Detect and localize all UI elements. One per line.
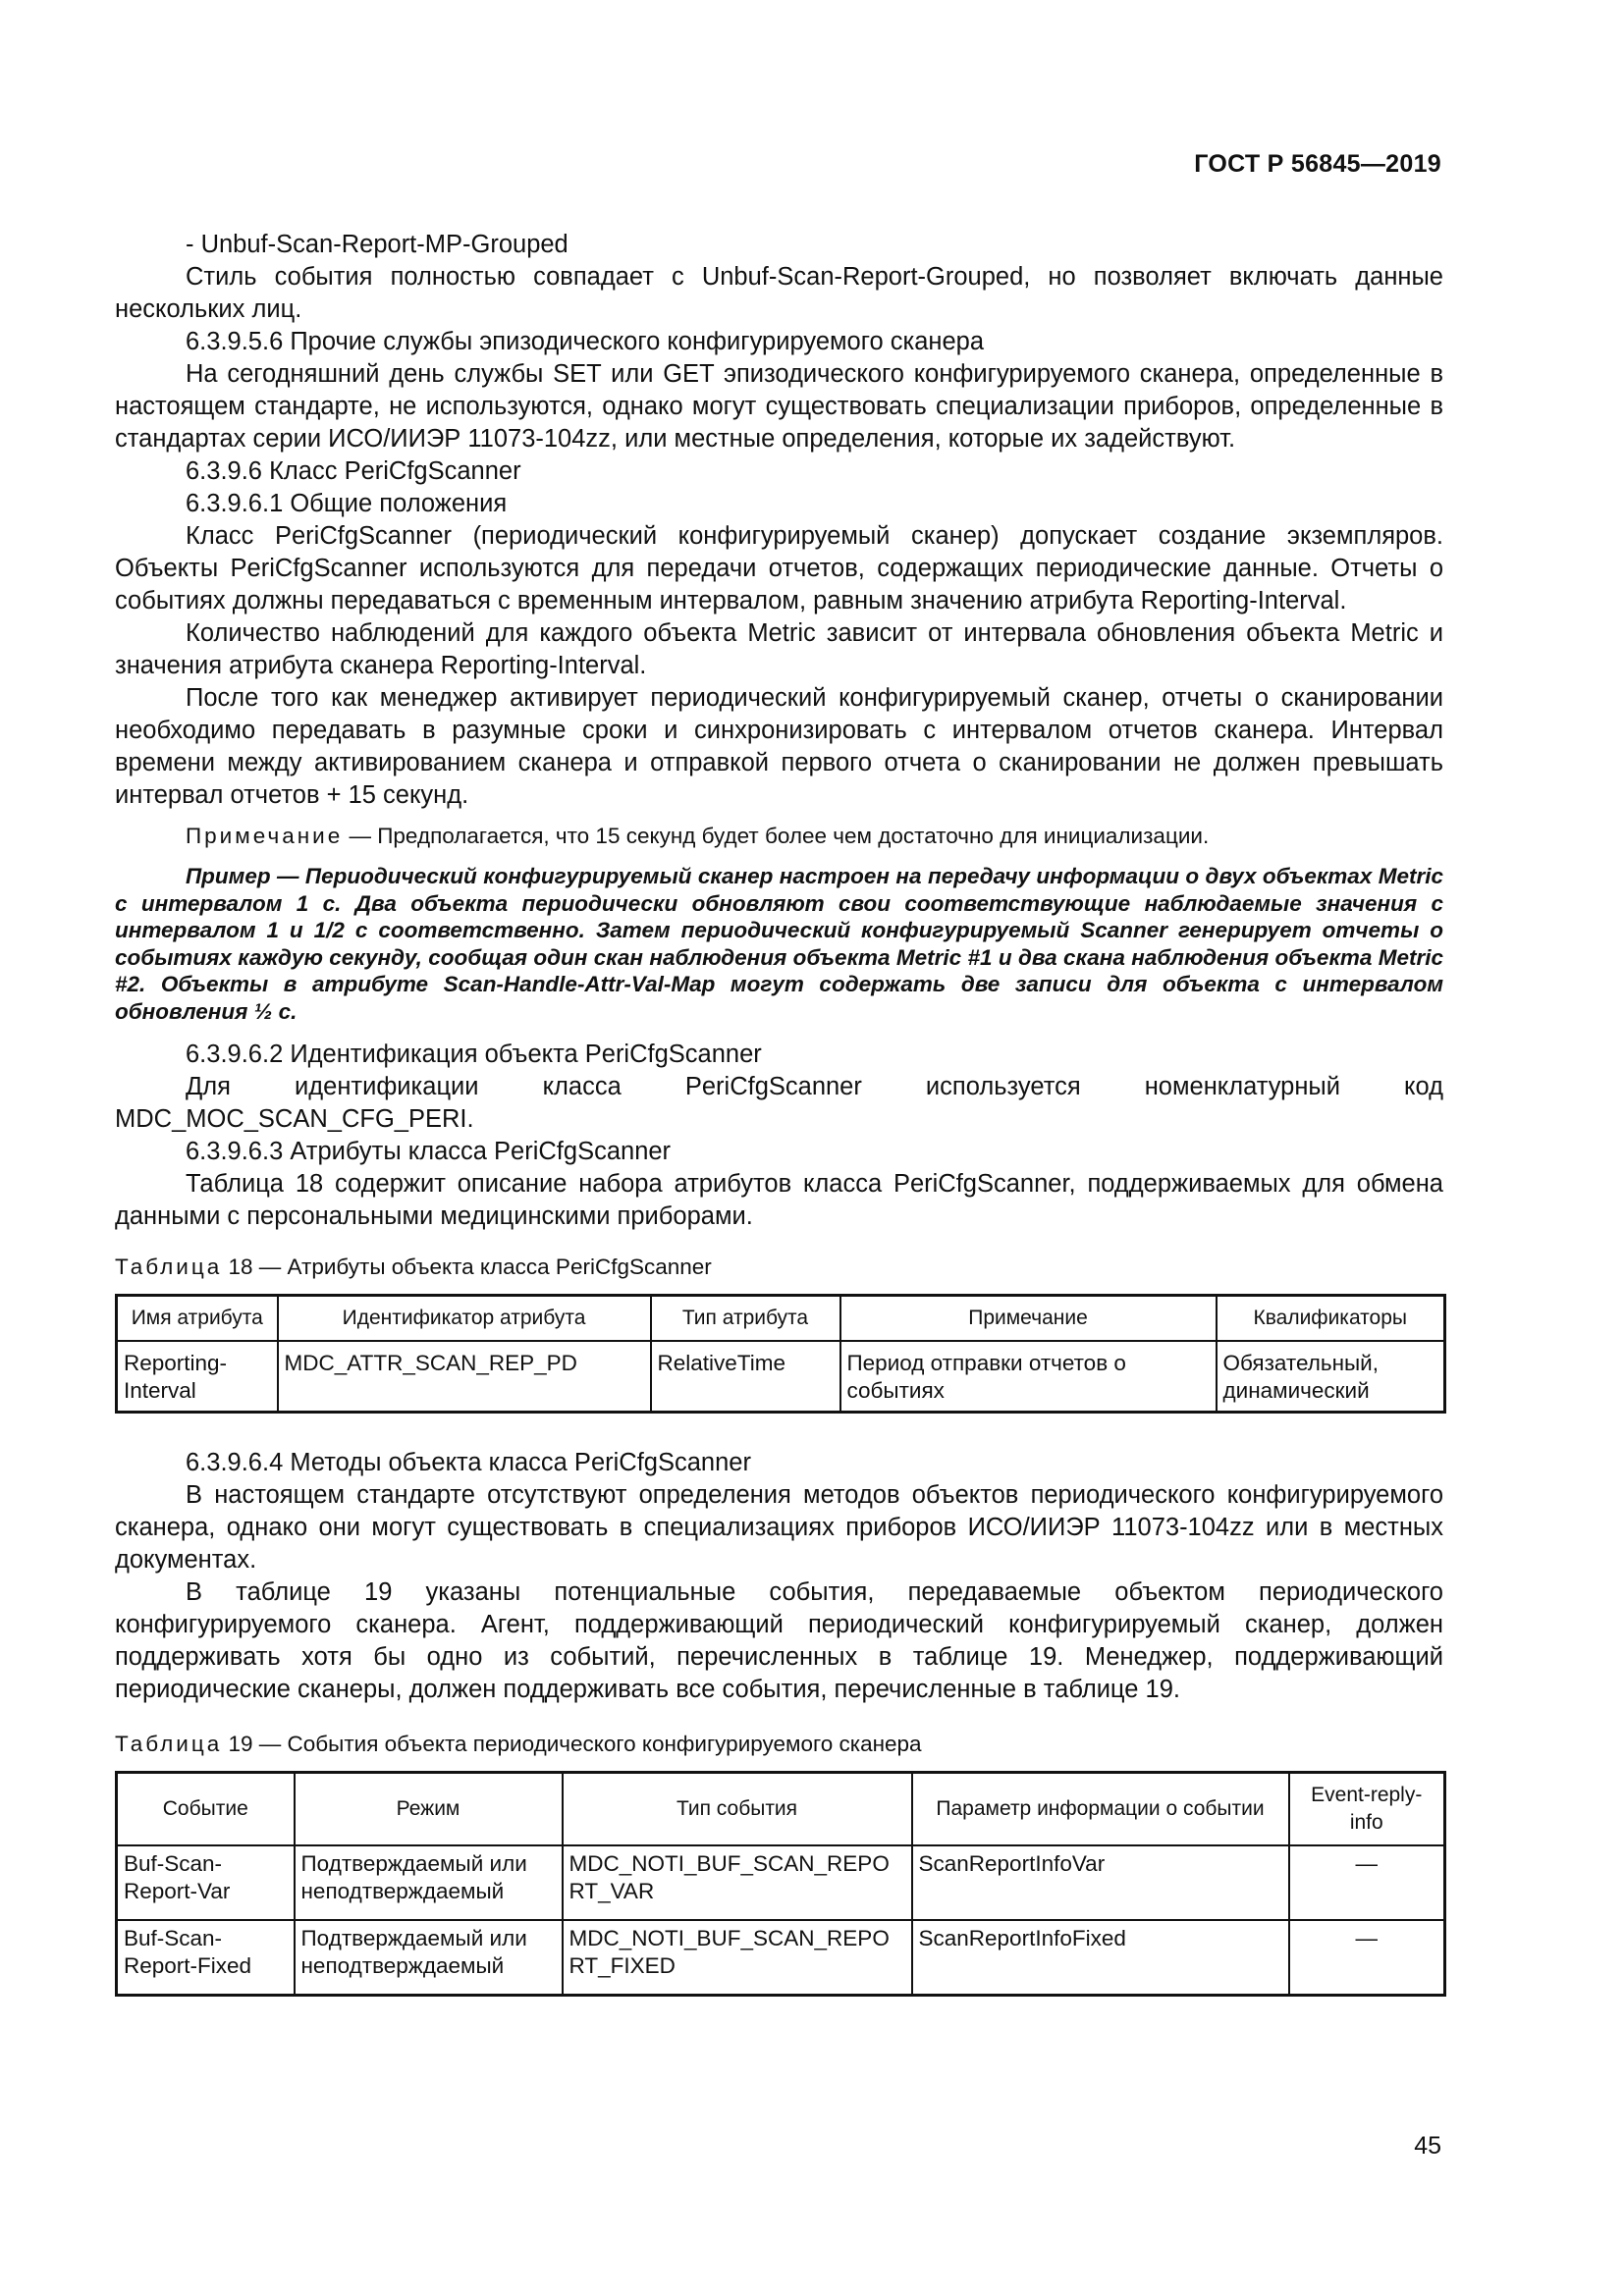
list-item: - Unbuf-Scan-Report-MP-Grouped (186, 231, 568, 258)
table-header-cell: Имя атрибута (117, 1296, 278, 1342)
section-heading: 6.3.9.6.4 Методы объекта класса PeriCfgScanner (186, 1449, 751, 1476)
paragraph: Для идентификации класса PeriCfgScanner используется номенклатурный код MDC_MOC_SCAN_CFG_PERI. (115, 1073, 1443, 1133)
table-cell: — (1289, 1920, 1445, 1995)
table-header-cell: Тип атрибута (651, 1296, 840, 1342)
table-cell: — (1289, 1845, 1445, 1920)
table-cell: MDC_NOTI_BUF_SCAN_REPORT_VAR (563, 1845, 912, 1920)
table-caption-text: 18 — Атрибуты объекта класса PeriCfgScanner (222, 1255, 712, 1279)
table-header-row (117, 1296, 1445, 1342)
table-caption-text: 19 — События объекта периодического конфигурируемого сканера (222, 1732, 922, 1756)
example: Пример — Периодический конфигурируемый сканер настроен на передачу информации о двух объектах Metric с интервалом 1 с. Два объекта периодически обновляют свои соответствующие наблюдаемые значения с интервалом 1 и 1/2 с соответственно. Затем периодический конфигурируемый Scanner генерирует отчеты о событиях каждую секунду, сообщая один скан наблюдения объекта Metric #1 и два скана наблюдения объекта Metric #2. Объекты в атрибуте Scan-Handle-Attr-Val-Map могут содержать две записи для объекта с интервалом обновления ½ с. (115, 864, 1443, 1024)
table-header-cell: Событие (117, 1773, 295, 1846)
table-header-cell: Тип события (563, 1773, 912, 1846)
table-header-row (117, 1773, 1445, 1846)
table-caption-label: Таблица (115, 1732, 223, 1756)
table-header-cell: Примечание (840, 1296, 1217, 1342)
section-heading: 6.3.9.6 Класс PeriCfgScanner (186, 457, 521, 485)
table-cell: ScanReportInfoVar (912, 1845, 1289, 1920)
note (115, 822, 1443, 851)
note-text: — Предполагается, что 15 секунд будет более чем достаточно для инициализации. (343, 824, 1210, 848)
table-cell: Reporting-Interval (117, 1341, 278, 1413)
paragraph: В таблице 19 указаны потенциальные события, передаваемые объектом периодического конфигурируемого сканера. Агент, поддерживающий периодический конфигурируемый сканер, должен поддерживать хотя бы одно из событий, перечисленных в таблице 19. Менеджер, поддерживающий периодические сканеры, должен поддерживать все события, перечисленные в таблице 19. (115, 1578, 1443, 1703)
table-cell: MDC_ATTR_SCAN_REP_PD (278, 1341, 651, 1413)
table-header-cell: Идентификатор атрибута (278, 1296, 651, 1342)
paragraph: В настоящем стандарте отсутствуют определения методов объектов периодического конфигурируемого сканера, однако они могут существовать в специализациях приборов ИСО/ИИЭР 11073-104zz или в местных документах. (115, 1481, 1443, 1574)
table-cell: RelativeTime (651, 1341, 840, 1413)
table-header-cell: Параметр информации о событии (912, 1773, 1289, 1846)
table-cell: Обязательный, динамический (1217, 1341, 1445, 1413)
table-row (117, 1920, 1445, 1995)
page-number: 45 (1414, 2132, 1441, 2160)
paragraph: Количество наблюдений для каждого объекта Metric зависит от интервала обновления объекта Metric и значения атрибута сканера Reporting-Interval. (115, 619, 1443, 679)
table-row (117, 1845, 1445, 1920)
section-heading: 6.3.9.5.6 Прочие службы эпизодического конфигурируемого сканера (186, 328, 985, 355)
paragraph: На сегодняшний день службы SET или GET эпизодического конфигурируемого сканера, определенные в настоящем стандарте, не используются, однако могут существовать специализации приборов, определенные в стандартах серии ИСО/ИИЭР 11073-104zz, или местные определения, которые их задействуют. (115, 360, 1443, 453)
section-heading: 6.3.9.6.1 Общие положения (186, 490, 508, 517)
events-table (115, 1771, 1446, 1997)
section-heading: 6.3.9.6.3 Атрибуты класса PeriCfgScanner (186, 1138, 672, 1165)
note-label: Примечание (186, 824, 344, 848)
table-cell: Buf-Scan-Report-Var (117, 1845, 295, 1920)
table-caption-label: Таблица (115, 1255, 223, 1279)
paragraph: После того как менеджер активирует периодический конфигурируемый сканер, отчеты о сканировании необходимо передавать в разумные сроки и синхронизировать с интервалом отчетов сканера. Интервал времени между активированием сканера и отправкой первого отчета о сканировании не должен превышать интервал отчетов + 15 секунд. (115, 684, 1443, 809)
table-cell: Buf-Scan-Report-Fixed (117, 1920, 295, 1995)
table-cell: Подтверждаемый или неподтверждаемый (295, 1845, 563, 1920)
section-heading: 6.3.9.6.2 Идентификация объекта PeriCfgScanner (186, 1041, 762, 1068)
document-header: ГОСТ Р 56845—2019 (1194, 150, 1441, 178)
table-cell: MDC_NOTI_BUF_SCAN_REPORT_FIXED (563, 1920, 912, 1995)
paragraph: Стиль события полностью совпадает с Unbuf-Scan-Report-Grouped, но позволяет включать данные нескольких лиц. (115, 263, 1443, 323)
table-cell: Период отправки отчетов о событиях (840, 1341, 1217, 1413)
table-header-cell: Режим (295, 1773, 563, 1846)
table-header-cell: Квалификаторы (1217, 1296, 1445, 1342)
table-caption (115, 1730, 1443, 1759)
table-row (117, 1341, 1445, 1413)
table-cell: Подтверждаемый или неподтверждаемый (295, 1920, 563, 1995)
attributes-table (115, 1294, 1446, 1414)
paragraph: Таблица 18 содержит описание набора атрибутов класса PeriCfgScanner, поддерживаемых для обмена данными с персональными медицинскими приборами. (115, 1170, 1443, 1230)
paragraph: Класс PeriCfgScanner (периодический конфигурируемый сканер) допускает создание экземпляров. Объекты PeriCfgScanner используются для передачи отчетов, содержащих периодические данные. Отчеты о событиях должны передаваться с временным интервалом, равным значению атрибута Reporting-Interval. (115, 522, 1443, 614)
table-header-cell: Event-reply-info (1289, 1773, 1445, 1846)
document-body (115, 229, 1443, 1997)
table-cell: ScanReportInfoFixed (912, 1920, 1289, 1995)
table-caption (115, 1253, 1443, 1282)
